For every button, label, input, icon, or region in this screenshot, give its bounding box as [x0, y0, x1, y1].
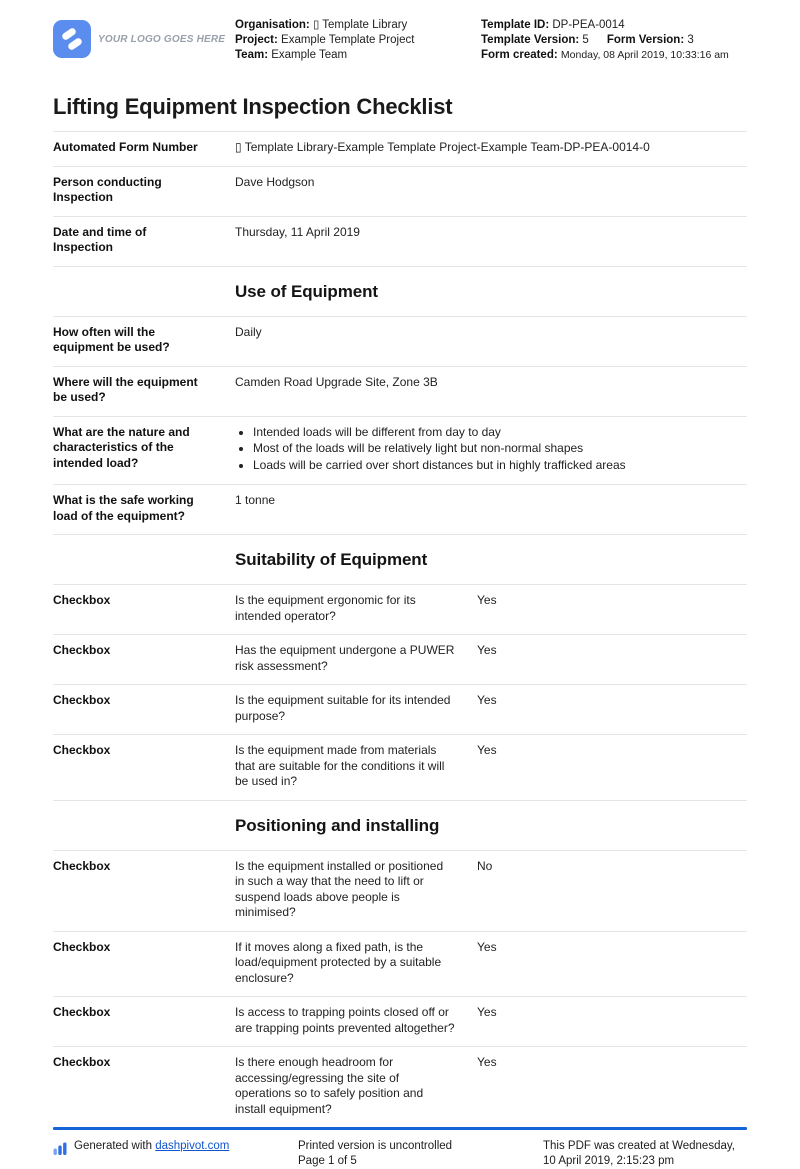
team-label: Team: [235, 49, 269, 61]
section-heading: Use of Equipment [235, 281, 378, 301]
section-heading: Positioning and installing [235, 815, 440, 835]
checkbox-question: Is the equipment installed or positioned in such a way that the need to lift or suspend loads above people is minimised? [235, 858, 444, 919]
field-value: Daily [235, 324, 262, 339]
section-heading-row [53, 266, 747, 316]
field-value: 1 tonne [235, 493, 276, 507]
page-title: Lifting Equipment Inspection Checklist [53, 94, 453, 119]
checkbox-label: Checkbox [53, 1005, 111, 1019]
bullet-list [235, 425, 747, 474]
bar-chart-icon [53, 1140, 68, 1161]
section-heading: Suitability of Equipment [235, 550, 428, 569]
checkbox-answer: No [477, 858, 493, 873]
checkbox-row [53, 734, 747, 800]
checkbox-question: Has the equipment undergone a PUWER risk assessment? [235, 643, 455, 673]
field-label: Person conducting Inspection [53, 174, 162, 204]
generated-with-label: Generated with [74, 1140, 152, 1152]
company-logo-icon [53, 20, 91, 58]
form-version-value: 3 [687, 34, 694, 46]
checkbox-row [53, 850, 747, 931]
checkbox-label: Checkbox [53, 593, 111, 607]
checkbox-row [53, 684, 747, 734]
checkbox-label: Checkbox [53, 693, 111, 707]
bullet-item: • Most of the loads will be relatively light but non-normal shapes [253, 441, 747, 457]
checkbox-answer: Yes [477, 593, 497, 607]
checkbox-question: Is the equipment made from materials that are suitable for the conditions it will be used in? [235, 743, 445, 788]
document-footer [53, 1127, 747, 1169]
field-label: What are the nature and characteristics of the intended load? [53, 424, 190, 470]
project-value: Example Template Project [281, 34, 415, 46]
page-number-text: Page 1 of 5 [298, 1155, 357, 1167]
template-id-value: DP-PEA-0014 [552, 19, 625, 31]
footer-generated [53, 1139, 298, 1169]
field-label: Date and time of Inspection [53, 224, 147, 254]
table-row [53, 131, 747, 166]
field-label: Where will the equipment be used? [53, 374, 198, 404]
checkbox-label: Checkbox [53, 939, 111, 954]
checkbox-answer: Yes [477, 1055, 497, 1069]
checkbox-question: Is there enough headroom for accessing/egressing the site of operations so to safely position and install equipment? [235, 1055, 424, 1116]
section-heading-row [53, 800, 747, 850]
checkbox-question: If it moves along a fixed path, is the load/equipment protected by a suitable enclosure? [235, 939, 442, 985]
bullet-item: • Loads will be carried over short distances but in highly trafficked areas [253, 458, 747, 474]
template-version-value: 5 [582, 34, 589, 46]
field-value: Dave Hodgson [235, 174, 315, 189]
checkbox-row [53, 1046, 747, 1127]
form-created-line [481, 48, 747, 63]
table-row [53, 366, 747, 416]
footer-created-info [543, 1139, 739, 1169]
header-org-info [235, 18, 481, 63]
footer-columns [53, 1130, 747, 1169]
field-value: Camden Road Upgrade Site, Zone 3B [235, 374, 438, 389]
field-label: What is the safe working load of the equipment? [53, 493, 194, 523]
table-row [53, 166, 747, 216]
table-row [53, 484, 747, 534]
organisation-value: ▯ Template Library [312, 19, 408, 31]
project-line [235, 33, 481, 48]
checkbox-row [53, 634, 747, 684]
checkbox-row [53, 996, 747, 1046]
field-label: How often will the equipment be used? [53, 324, 170, 354]
checkbox-answer: Yes [477, 743, 497, 757]
template-id-label: Template ID: [481, 19, 550, 31]
version-line [481, 33, 747, 48]
header-template-info [481, 18, 747, 63]
checkbox-row [53, 584, 747, 634]
checkbox-question: Is access to trapping points closed off or are trapping points prevented altogether? [235, 1005, 455, 1035]
section-heading-row [53, 534, 747, 584]
table-row [53, 216, 747, 266]
form-created-value: Monday, 08 April 2019, 10:33:16 am [560, 49, 729, 61]
template-id-line [481, 18, 747, 33]
document-header [53, 18, 747, 63]
table-row [53, 316, 747, 366]
checkbox-answer: Yes [477, 939, 497, 954]
table-row [53, 416, 747, 485]
field-value: Thursday, 11 April 2019 [235, 224, 360, 239]
printed-version-text: Printed version is uncontrolled [298, 1140, 453, 1152]
checkbox-label: Checkbox [53, 1055, 111, 1069]
logo-placeholder-text: YOUR LOGO GOES HERE [98, 33, 226, 45]
project-label: Project: [235, 34, 278, 46]
field-value: ▯ Template Library-Example Template Project-Example Team-DP-PEA-0014-0 [235, 140, 650, 154]
team-line [235, 48, 481, 63]
checkbox-answer: Yes [477, 1005, 497, 1019]
checkbox-question: Is the equipment ergonomic for its intended operator? [235, 593, 416, 623]
form-table [53, 131, 747, 1127]
organisation-line [235, 18, 481, 33]
footer-printed-info [298, 1139, 543, 1169]
template-version-label: Template Version: [481, 34, 580, 46]
checkbox-label: Checkbox [53, 743, 111, 757]
checkbox-answer: Yes [477, 693, 497, 707]
checkbox-row [53, 931, 747, 997]
checkbox-label: Checkbox [53, 858, 111, 873]
generated-with-text [74, 1139, 229, 1154]
bullet-item: • Intended loads will be different from day to day [253, 425, 747, 441]
field-label: Automated Form Number [53, 140, 198, 154]
checkbox-question: Is the equipment suitable for its intended purpose? [235, 693, 451, 723]
checkbox-label: Checkbox [53, 643, 111, 657]
logo-block [53, 18, 235, 58]
pdf-created-text: This PDF was created at Wednesday, 10 April 2019, 2:15:23 pm [543, 1140, 735, 1167]
form-version-label: Form Version: [606, 34, 685, 46]
form-created-label: Form created: [481, 49, 558, 61]
organisation-label: Organisation: [235, 19, 310, 31]
team-value: Example Team [271, 49, 348, 61]
dashpivot-link[interactable]: dashpivot.com [155, 1140, 230, 1152]
field-value [235, 425, 747, 475]
checkbox-answer: Yes [477, 643, 497, 657]
